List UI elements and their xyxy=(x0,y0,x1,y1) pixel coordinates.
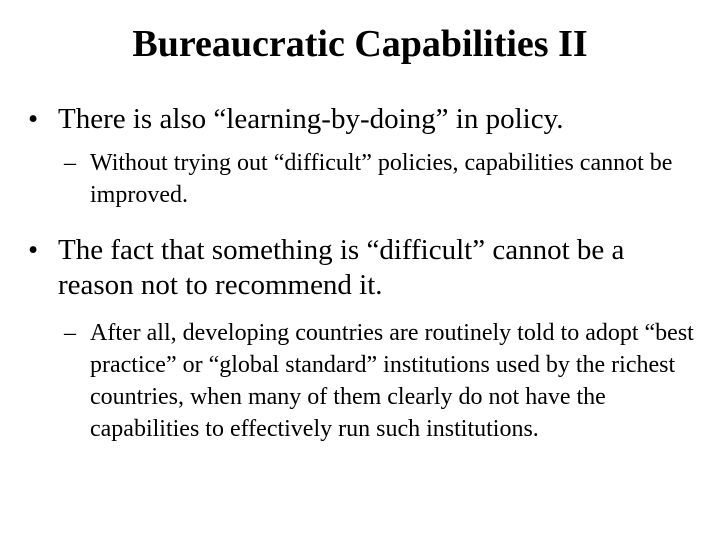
bullet-dot-icon: • xyxy=(28,234,39,266)
sub-bullet-text: After all, developing countries are routinely told to adopt “best practice” or “global standard” institutions used by the richest countries, when many of them clearly do not have the capabilities to effectively run such institutions. xyxy=(90,320,694,442)
bullet-text: There is also “learning-by-doing” in policy. xyxy=(58,103,564,135)
bullet-dot-icon: • xyxy=(28,103,39,135)
bullet-text: The fact that something is “difficult” cannot be a reason not to recommend it. xyxy=(58,234,625,301)
bullet-item-1 xyxy=(0,102,720,137)
dash-icon: – xyxy=(64,320,76,346)
sub-bullet-item-2 xyxy=(0,317,720,445)
slide-title: Bureaucratic Capabilities II xyxy=(132,23,588,65)
sub-bullet-text: Without trying out “difficult” policies, capabilities cannot be improved. xyxy=(90,150,673,208)
bullet-item-2 xyxy=(0,233,720,303)
dash-icon: – xyxy=(64,150,76,176)
sub-bullet-item-1 xyxy=(0,147,720,211)
bullet-list xyxy=(0,102,720,445)
